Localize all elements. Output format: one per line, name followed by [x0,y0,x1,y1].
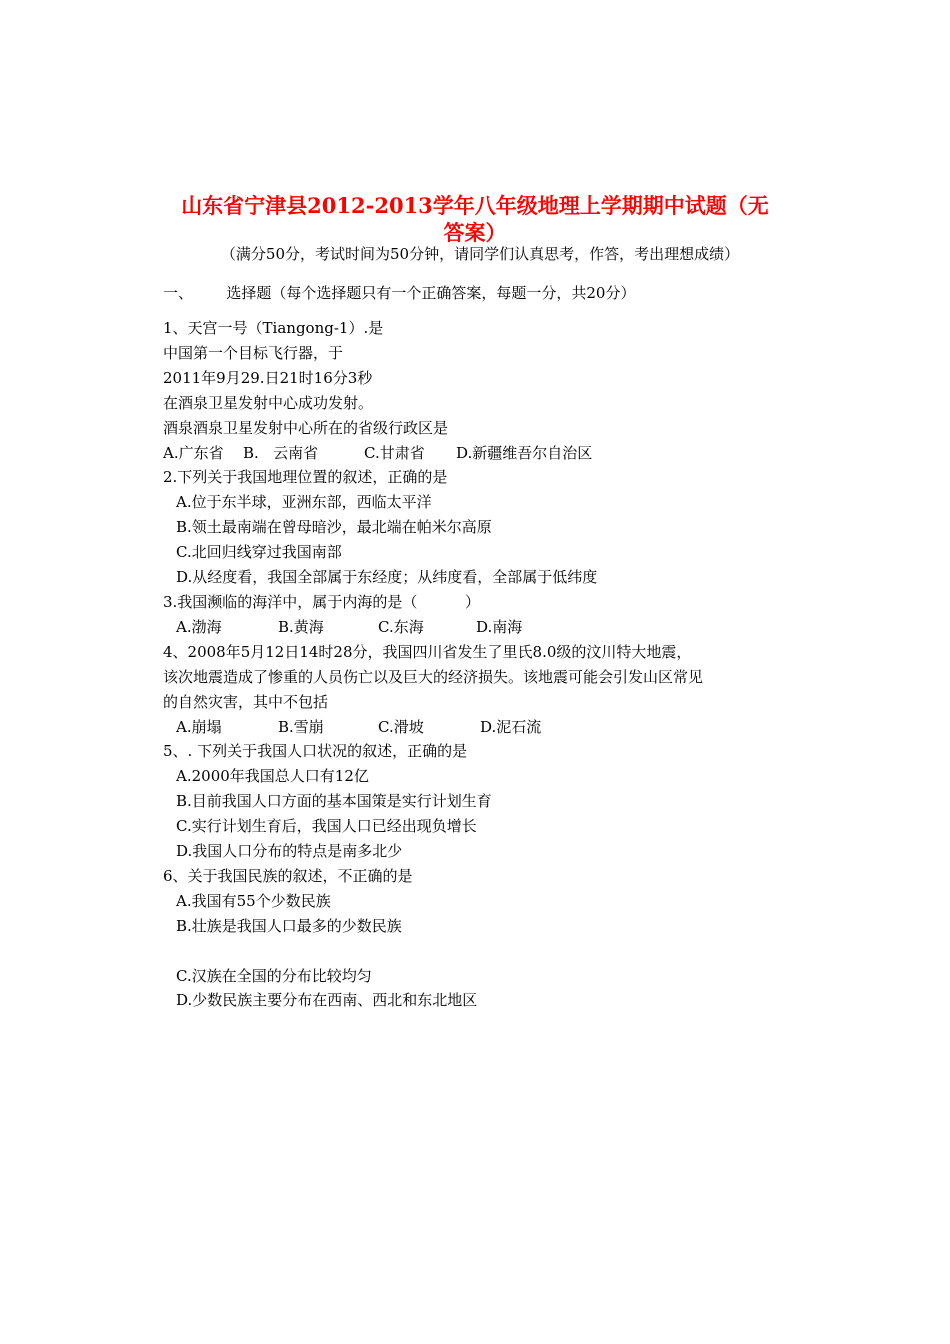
question-1-line: 2011年9月29.日21时16分3秒 [163,368,373,387]
option-a: A.我国有55个少数民族 [176,891,331,910]
option-b: B.目前我国人口方面的基本国策是实行计划生育 [176,792,492,811]
title-line-1: 山东省宁津县2012-2013学年八年级地理上学期期中试题（无 [181,193,769,218]
question-6-stem: 6、关于我国民族的叙述，不正确的是 [163,866,413,885]
question-3 [163,590,803,640]
option-a: A.广东省 [163,443,224,462]
option-a: A.2000年我国总人口有12亿 [176,767,369,786]
option-d: D.从经度看，我国全部属于东经度；从纬度看，全部属于低纬度 [176,568,598,587]
option-b: B. 云南省 [243,443,319,462]
question-1-options [163,441,803,466]
question-4-line: 的自然灾害，其中不包括 [163,692,329,711]
option-a: A.崩塌 [176,717,222,736]
option-a: A.渤海 [176,617,222,636]
option-b: B.黄海 [278,617,324,636]
option-c: C.北回归线穿过我国南部 [176,543,342,562]
question-5-stem: 5、. 下列关于我国人口状况的叙述，正确的是 [163,742,468,761]
question-4-line: 4、2008年5月12日14时28分，我国四川省发生了里氏8.0级的汶川特大地震， [163,642,692,661]
option-b: B.领土最南端在曾母暗沙，最北端在帕米尔高原 [176,518,492,537]
question-4-line: 该次地震造成了惨重的人员伤亡以及巨大的经济损失。该地震可能会引发山区常见 [163,667,704,686]
option-d: D.泥石流 [480,717,542,736]
option-c: C.甘肃省 [364,443,425,462]
question-4 [163,640,803,740]
question-4-options [163,715,803,740]
blank-gap [163,939,803,964]
question-1-line: 1、天宫一号（Tiangong-1）.是 [163,319,384,337]
option-d: D.少数民族主要分布在西南、西北和东北地区 [176,991,478,1010]
question-1 [163,316,803,465]
title-line-2: 答案） [443,220,507,245]
question-1-line: 在酒泉卫星发射中心成功发射。 [163,393,374,412]
option-b: B.壮族是我国人口最多的少数民族 [176,916,402,935]
option-b: B.雪崩 [278,717,324,736]
option-a: A.位于东半球，亚洲东部，西临太平洋 [176,493,432,512]
option-c: C.实行计划生育后，我国人口已经出现负增长 [176,817,477,836]
exam-instructions: （满分50分，考试时间为50分钟，请同学们认真思考，作答，考出理想成绩） [220,245,740,263]
question-1-line: 酒泉酒泉卫星发射中心所在的省级行政区是 [163,418,449,437]
option-c: C.滑坡 [378,717,424,736]
option-c: C.汉族在全国的分布比较均匀 [176,966,372,985]
question-6 [163,864,803,1013]
question-5 [163,739,803,864]
option-d: D.新疆维吾尔自治区 [456,443,593,462]
document-title [150,192,800,246]
question-2 [163,465,803,590]
question-3-options [163,615,803,640]
question-3-stem: 3.我国濒临的海洋中，属于内海的是（ ） [163,592,480,611]
question-2-stem: 2.下列关于我国地理位置的叙述，正确的是 [163,468,448,487]
option-c: C.东海 [378,617,424,636]
option-d: D.南海 [476,617,523,636]
question-list [163,316,803,1013]
option-d: D.我国人口分布的特点是南多北少 [176,842,403,861]
section-heading-choice: 一、 选择题（每个选择题只有一个正确答案，每题一分，共20分） [163,284,636,302]
question-1-line: 中国第一个目标飞行器，于 [163,343,344,362]
